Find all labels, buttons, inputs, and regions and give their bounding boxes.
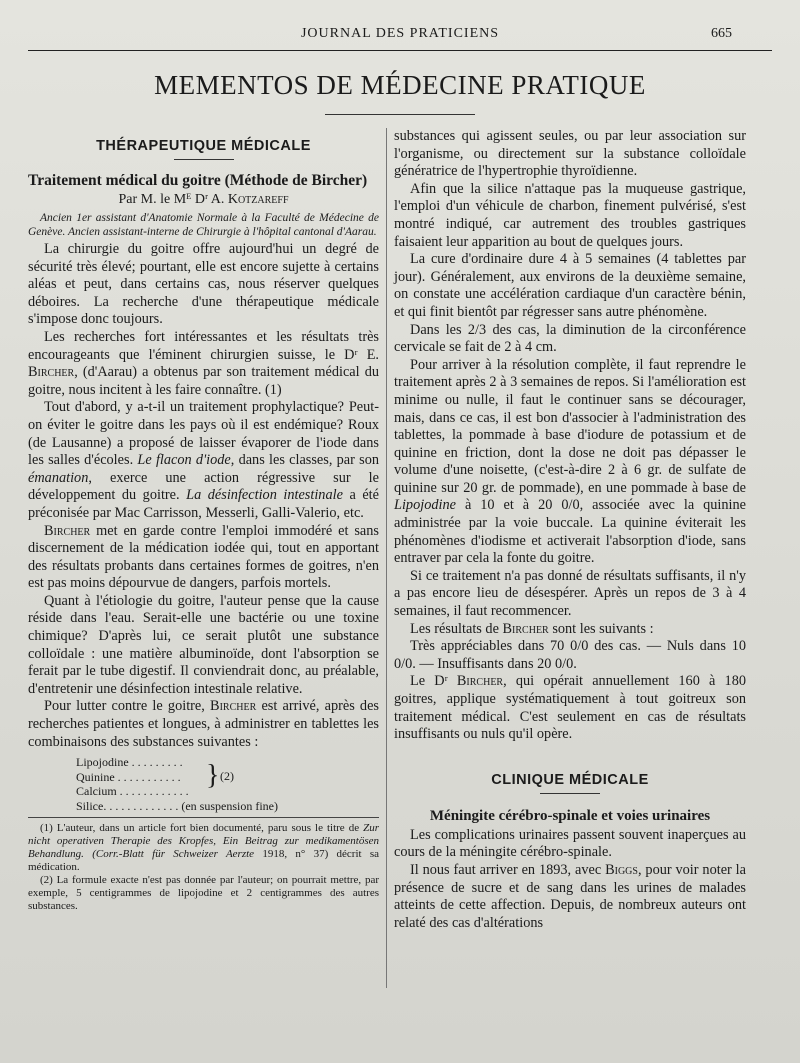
formula-line: Lipojodine . . . . . . . . .: [76, 755, 183, 770]
formula: [76, 755, 379, 813]
footnote: (1) L'auteur, dans un article fort bien documenté, paru sous le titre de Zur nicht operativen Therapie des Kropfes, Ein Beitrag zur medikamentösen Behandlung. (Corr.-Blatt für Schweizer Aerzte 1918, n° 37) décrit sa médication.: [28, 822, 380, 874]
paragraph: Bircher met en garde contre l'emploi immodéré et sans discernement de la médication iodée qui, tout en apportant des résultats probants dans certaines formes de goitres, n'en est pas moins dépourvue de dangers, parfois mortels.: [28, 522, 379, 592]
journal-title: JOURNAL DES PRATICIENS: [300, 26, 500, 41]
paragraph: La cure d'ordinaire dure 4 à 5 semaines (4 tablettes par jour). Généralement, aux environs de la deuxième semaine, on constate une accélération cardiaque d'un caractère bénin, et qui finit bientôt par régresser sans autre phénomène.: [394, 251, 746, 320]
paragraph: Le Dʳ Bircher, qui opérait annuellement 160 à 180 goitres, applique systématiquement à tout goitreux son traitement médical. C'est seulement en cas de résultats insuffisants ou nuls qu'il opère.: [394, 673, 746, 743]
paragraph: Dans les 2/3 des cas, la diminution de la circonférence cervicale se fait de 2 à 4 cm.: [394, 321, 746, 356]
paragraph: Très appréciables dans 70 0/0 des cas. — Nuls dans 10 0/0. — Insuffisants dans 20 0/0.: [394, 638, 746, 672]
name-bircher: Bircher: [28, 364, 75, 381]
section-rule: [174, 159, 234, 160]
paragraph: Si ce traitement n'a pas donné de résultats suffisants, il n'y a pas encore lieu de désespérer. Après un repos de 3 à 4 semaines, il faut recommencer.: [394, 567, 746, 620]
name-bircher: Bircher: [210, 698, 257, 715]
page-title: MEMENTOS DE MÉDECINE PRATIQUE: [154, 70, 646, 100]
formula-note: (2): [220, 769, 234, 784]
formula-line: Calcium . . . . . . . . . . . .: [76, 784, 189, 799]
name-bircher: Bircher: [502, 620, 549, 637]
paragraph: La chirurgie du goitre offre aujourd'hui un degré de sécurité très élevé; pourtant, elle est encore sujette à certains aléas et peut, dans certains cas, nous réserver quelques déboires. La recherche d'une thérapeutique médicale s'impose donc toujours.: [28, 241, 379, 328]
left-column: [28, 128, 379, 913]
paragraph: Quant à l'étiologie du goitre, l'auteur pense que la cause réside dans l'eau. Serait-elle une bactérie ou une toxine chimique? D'après lui, ce serait plutôt une substance colloïdale : une matière albuminoïde, dont l'absorption se ferait par le tube digestif. Il conviendrait donc, au préalable, d'entretenir une désinfection intestinale relative.: [28, 592, 379, 697]
byline-prefix: Par M. le Mᴱ Dʳ A.: [118, 192, 225, 207]
column-divider: [386, 128, 387, 988]
section-heading-therapeutique: THÉRAPEUTIQUE MÉDICALE: [96, 138, 311, 154]
brace: }: [206, 760, 220, 792]
author-name: Kotzareff: [227, 192, 289, 207]
name-bircher: Bircher: [456, 673, 504, 690]
paragraph: substances qui agissent seules, ou par leur association sur l'organisme, ou directement sur la substance colloïdale génératrice de l'hypertrophie thyroïdienne.: [394, 128, 746, 180]
name-biggs: Biggs: [605, 861, 638, 878]
paragraph: Pour arriver à la résolution complète, il faut reprendre le traitement après 2 à 3 semaines de repos. Si l'amélioration est minime ou nulle, il faut le continuer sans se décourager, mais, dans ce cas, il est bon d'associer à l'administration des tablettes, la pommade à base d'iodure de potassium et de quinine en friction, dont la dose ne doit pas dépasser le volume d'une noisette, (c'est-à-dire 2 à 6 gr. de sulfate de quinine sur 20 gr. de pommade), en une pommade à base de Lipojodine à 10 et à 20 0/0, associée avec la quinine administrée par la voie buccale. La quinine éviterait les phénomènes d'iodisme et activerait l'absorption d'iode, sans entraver par cela la fonte du goitre.: [394, 356, 747, 567]
author-affiliation: Ancien 1er assistant d'Anatomie Normale à la Faculté de Médecine de Genève. Ancien assistant-interne de Chirurgie à l'hôpital cantonal d'Aarau.: [28, 212, 379, 238]
paragraph: Afin que la silice n'attaque pas la muqueuse gastrique, l'emploi d'un véhicule de charbon, finement pulvérisé, s'est montré indiqué, car autrement des troubles gastriques faisaient leur apparition au bout de quelques jours.: [394, 180, 746, 250]
paragraph: Il nous faut arriver en 1893, avec Biggs, pour voir noter la présence de sucre et de sang dans les urines de malades atteints de cette affection. Depuis, de nombreux auteurs ont relaté des cas d'altérations: [394, 861, 746, 931]
article-title: Traitement médical du goitre (Méthode de Bircher): [28, 172, 368, 189]
formula-line: Quinine . . . . . . . . . . .: [76, 769, 181, 784]
name-bircher: Bircher: [44, 522, 91, 539]
paragraph: Pour lutter contre le goitre, Bircher est arrivé, après des recherches patientes et longues, à administrer en tablettes les combinaisons des substances suivantes :: [28, 698, 379, 750]
right-column: [394, 128, 746, 932]
section-rule: [540, 793, 600, 794]
paragraph: Les complications urinaires passent souvent inaperçues au cours de la méningite cérébro-spinale.: [394, 826, 746, 861]
formula-line: Silice. . . . . . . . . . . . . (en suspension fine): [76, 798, 278, 813]
byline: [28, 192, 379, 208]
paragraph: Les recherches fort intéressantes et les résultats très encourageants que l'éminent chirurgien suisse, le Dʳ E. Bircher, (d'Aarau) a obtenus par son traitement médical du goitre, nous incitent à les faire connaître. (1): [28, 328, 379, 398]
running-head: [0, 26, 800, 46]
article-title: Méningite cérébro-spinale et voies urinaires: [429, 807, 711, 824]
section-heading-clinique: CLINIQUE MÉDICALE: [491, 771, 649, 788]
title-rule: [325, 114, 475, 115]
footnote-rule: [28, 817, 379, 818]
page-number: 665: [711, 26, 732, 41]
header-rule: [28, 50, 772, 51]
paragraph: Les résultats de Bircher sont les suivants :: [410, 620, 654, 637]
footnote: (2) La formule exacte n'est pas donnée par l'auteur; on pourrait mettre, par exemple, 5 centigrammes de lipojodine et 2 centigrammes des autres substances.: [28, 874, 379, 913]
paragraph: Tout d'abord, y a-t-il un traitement prophylactique? Peut-on éviter le goitre dans les pays où il est endémique? Roux (de Lausanne) a proposé de laisser évaporer de l'iode dans les salles d'écoles. Le flacon d'iode, dans les classes, par son émanation, exerce une action régressive sur le développement du goitre. La désinfection intestinale a été préconisée par Mac Carrisson, Messerli, Galli-Valerio, etc.: [28, 399, 379, 521]
